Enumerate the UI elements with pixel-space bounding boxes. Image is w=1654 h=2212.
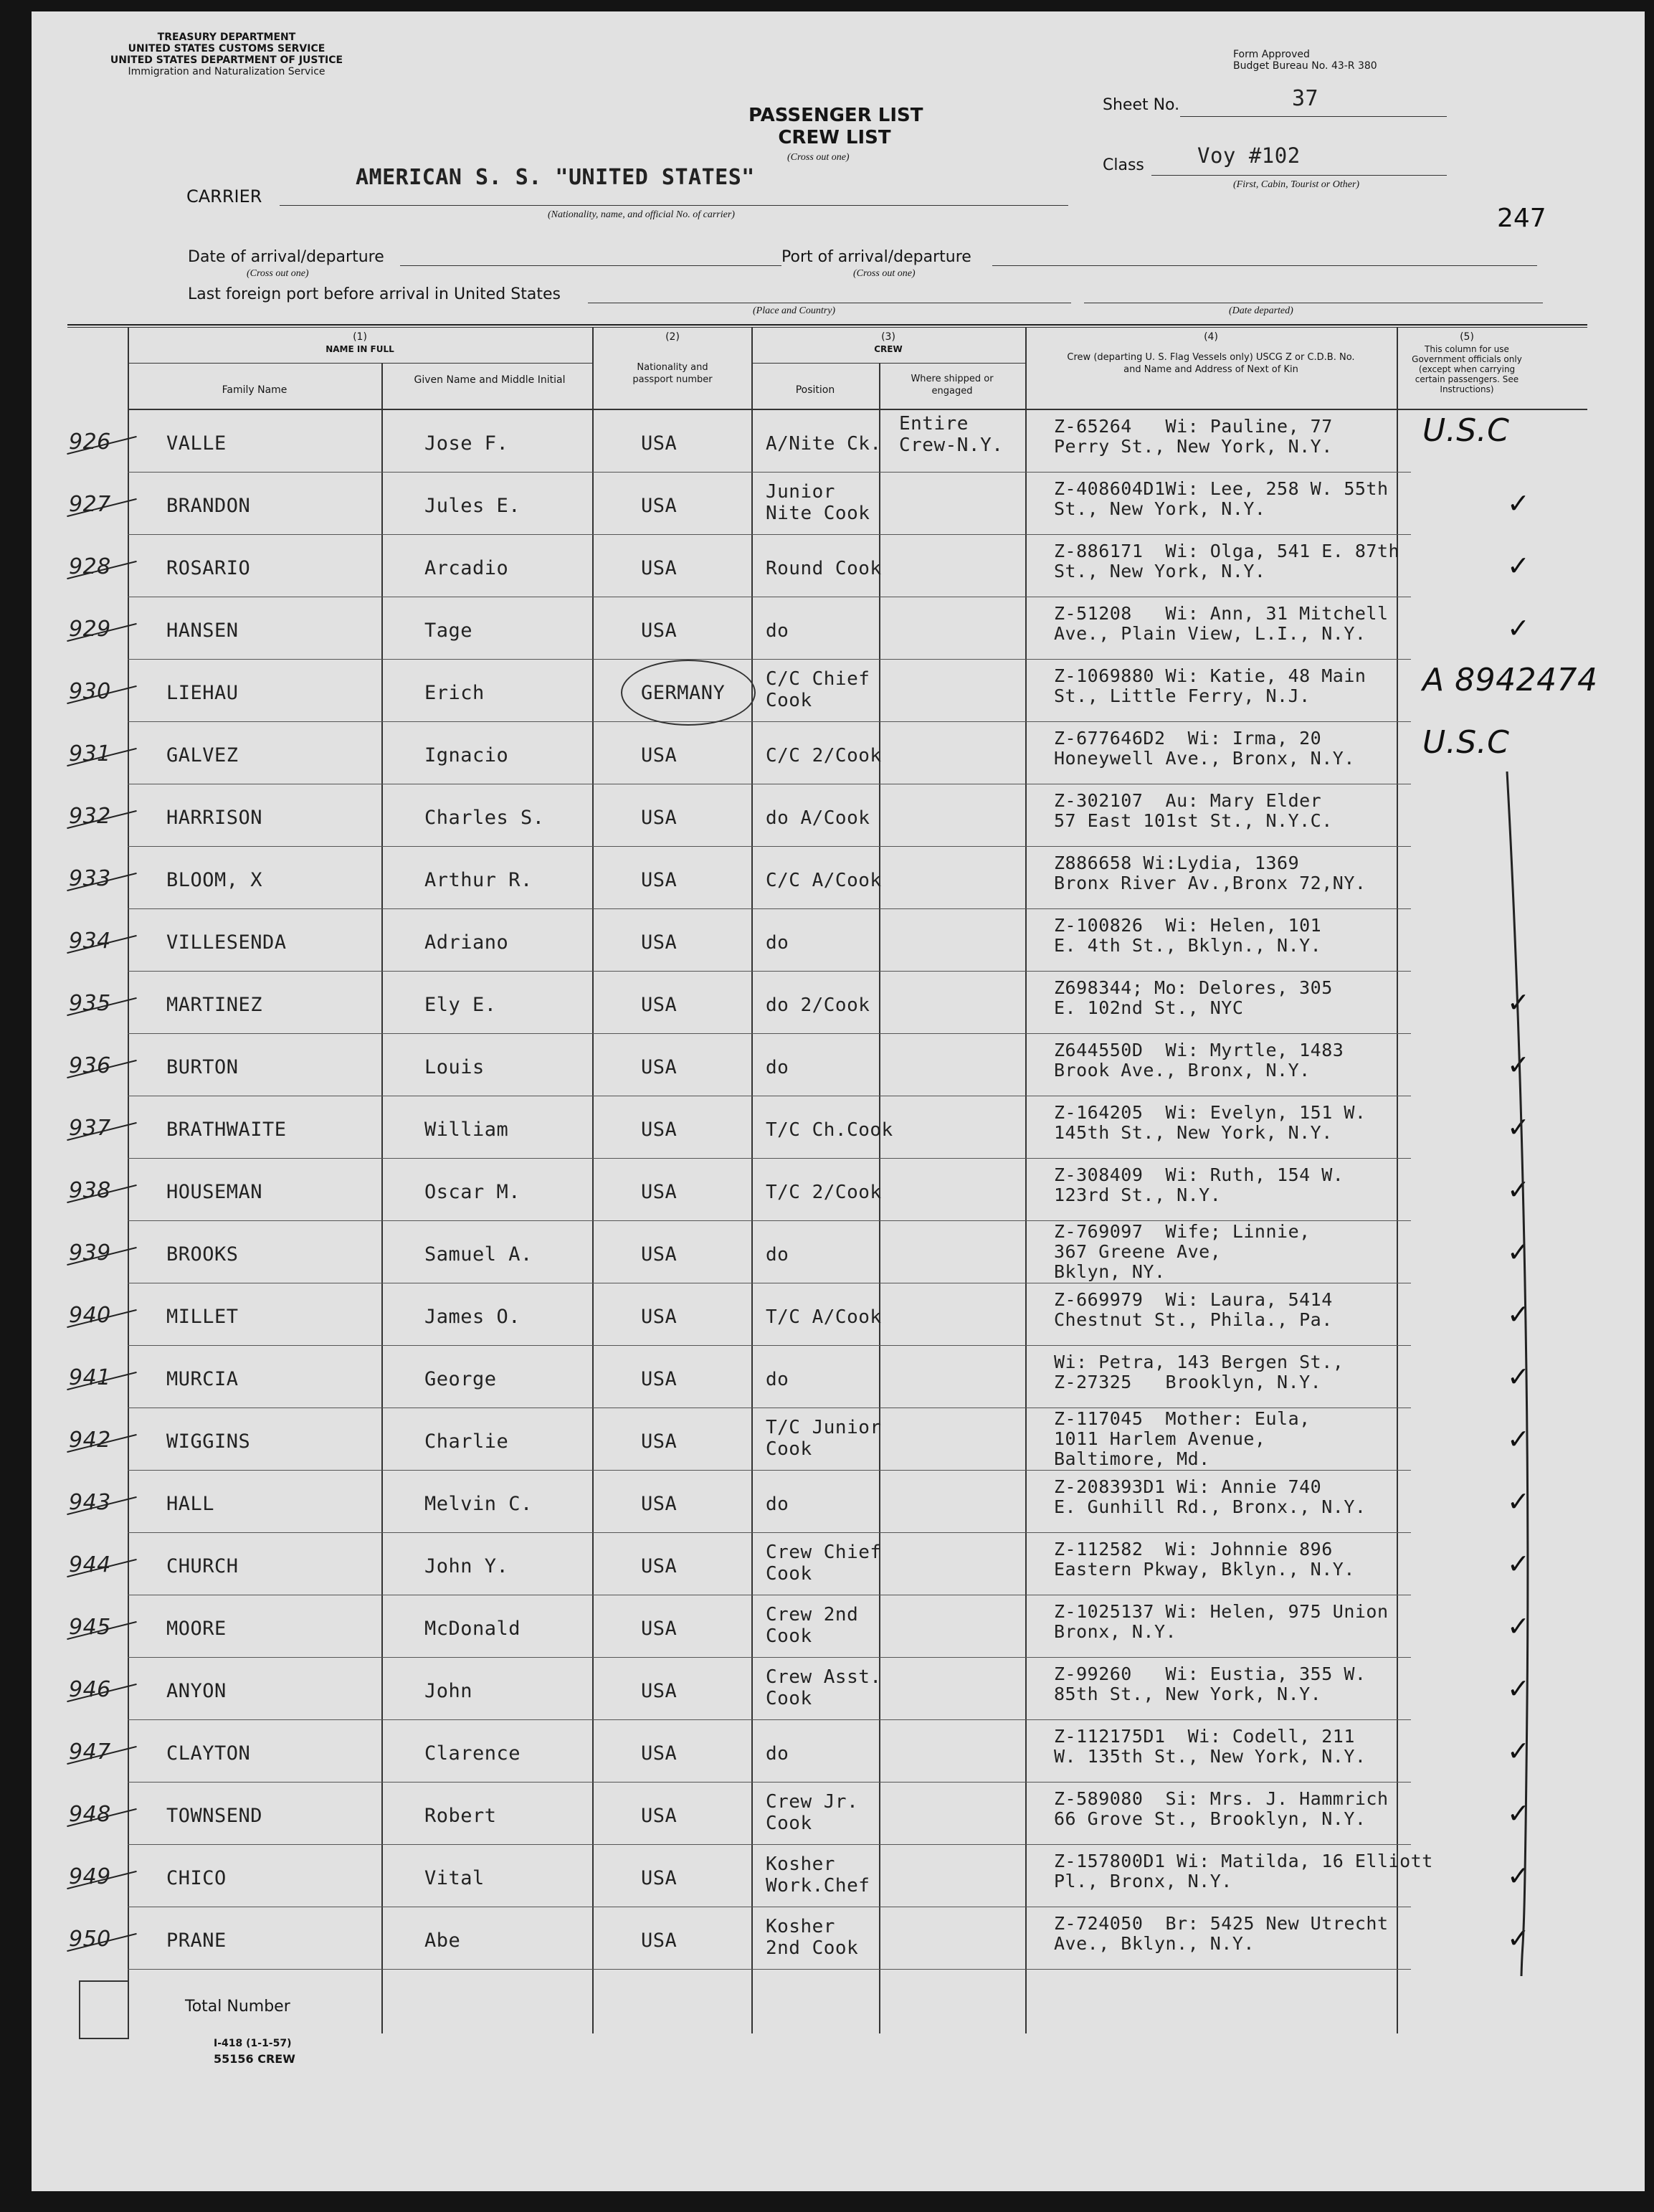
date-arrival-label: Date of arrival/departure	[188, 248, 384, 266]
position-line: A/Nite Ck.	[766, 433, 882, 455]
position-line: do	[766, 932, 789, 954]
family-name: MARTINEZ	[166, 994, 263, 1016]
family-name: CLAYTON	[166, 1742, 251, 1765]
official-mark: ✓	[1507, 1049, 1531, 1081]
position-line: Crew Chief	[766, 1542, 882, 1563]
shipped-line: Entire	[899, 413, 969, 435]
next-of-kin-line: Z-117045 Mother: Eula,	[1054, 1408, 1311, 1429]
handwritten-page-number: 247	[1497, 204, 1546, 233]
title-crew-list: CREW LIST	[778, 127, 891, 148]
position-line: C/C Chief	[766, 668, 870, 690]
total-number-label: Total Number	[185, 1998, 290, 2016]
table-row	[32, 1658, 1645, 1720]
last-port-date-note: (Date departed)	[1229, 305, 1293, 316]
last-port-label: Last foreign port before arrival in United States	[188, 285, 561, 303]
next-of-kin-line: Z-302107 Au: Mary Elder	[1054, 790, 1322, 811]
sheet-number: 37	[1292, 86, 1319, 111]
row-number: 944	[69, 1552, 111, 1577]
nationality: USA	[641, 620, 678, 642]
next-of-kin-line: E. Gunhill Rd., Bronx., N.Y.	[1054, 1496, 1367, 1517]
family-name: CHURCH	[166, 1555, 239, 1577]
given-name: John Y.	[424, 1555, 509, 1577]
next-of-kin-line: 145th St., New York, N.Y.	[1054, 1122, 1333, 1143]
row-number: 945	[69, 1615, 111, 1640]
next-of-kin-line: 66 Grove St., Brooklyn, N.Y.	[1054, 1808, 1367, 1829]
row-number: 930	[69, 679, 111, 704]
form-approval-line: Form Approved	[1233, 49, 1310, 60]
position-line: Crew Asst.	[766, 1666, 882, 1688]
table-row	[32, 660, 1645, 722]
next-of-kin-line: Z-208393D1 Wi: Annie 740	[1054, 1476, 1322, 1497]
nationality: USA	[641, 1618, 678, 1640]
table-row	[32, 722, 1645, 784]
position-line: Round Cook	[766, 558, 882, 579]
table-row	[32, 1159, 1645, 1221]
col1-header	[128, 331, 592, 356]
table-row	[32, 847, 1645, 909]
col4-header: Crew (departing U. S. Flag Vessels only) USCG Z or C.D.B. No. and Name and Address of Next of Kin	[1067, 352, 1355, 375]
next-of-kin-line: Z698344; Mo: Delores, 305	[1054, 977, 1333, 998]
given-name: Charles S.	[424, 807, 545, 829]
nationality: USA	[641, 1680, 678, 1702]
next-of-kin-line: Baltimore, Md.	[1054, 1448, 1210, 1469]
next-of-kin-line: Z-669979 Wi: Laura, 5414	[1054, 1289, 1333, 1310]
given-name: Charlie	[424, 1430, 509, 1453]
given-name: Melvin C.	[424, 1493, 533, 1515]
col4-number: (4)	[1204, 331, 1218, 343]
given-name: Arthur R.	[424, 869, 533, 891]
family-name: HALL	[166, 1493, 215, 1515]
nationality: USA	[641, 495, 678, 517]
handwritten-circle	[621, 660, 756, 726]
row-number: 940	[69, 1303, 111, 1328]
table-row	[32, 1346, 1645, 1408]
next-of-kin-line: Ave., Bklyn., N.Y.	[1054, 1933, 1255, 1954]
class-note: (First, Cabin, Tourist or Other)	[1233, 179, 1360, 190]
form-approval	[1233, 49, 1377, 72]
col3-title: CREW	[874, 344, 903, 354]
row-number: 928	[69, 554, 111, 579]
next-of-kin-line: Z-27325 Brooklyn, N.Y.	[1054, 1372, 1322, 1392]
cross-out-note: (Cross out one)	[787, 152, 850, 163]
family-name: ROSARIO	[166, 557, 251, 579]
next-of-kin-line: Pl., Bronx, N.Y.	[1054, 1871, 1232, 1891]
official-mark: ✓	[1507, 1174, 1531, 1205]
next-of-kin-line: Bklyn, NY.	[1054, 1261, 1166, 1282]
table-row	[32, 1096, 1645, 1159]
nationality: USA	[641, 1430, 678, 1453]
next-of-kin-line: 85th St., New York, N.Y.	[1054, 1684, 1322, 1704]
carrier-note: (Nationality, name, and official No. of carrier)	[548, 209, 735, 220]
position-line: T/C Ch.Cook	[766, 1119, 893, 1141]
table-row	[32, 1533, 1645, 1595]
table-row	[32, 1720, 1645, 1783]
official-mark: ✓	[1507, 1111, 1531, 1143]
row-number: 939	[69, 1240, 111, 1266]
family-name: HARRISON	[166, 807, 263, 829]
family-name: VALLE	[166, 432, 227, 455]
position-line: Crew 2nd	[766, 1604, 859, 1625]
port-arrival-label: Port of arrival/departure	[781, 248, 971, 266]
row-number: 948	[69, 1802, 111, 1827]
form-approval-line: Budget Bureau No. 43-R 380	[1233, 60, 1377, 72]
family-name: BRANDON	[166, 495, 251, 517]
next-of-kin-line: Eastern Pkway, Bklyn., N.Y.	[1054, 1559, 1355, 1580]
col-nationality-header: Nationality and passport number	[632, 362, 713, 385]
given-name: Robert	[424, 1805, 497, 1827]
row-number: 933	[69, 866, 111, 891]
nationality: USA	[641, 1867, 678, 1889]
row-number: 942	[69, 1428, 111, 1453]
family-name: ANYON	[166, 1680, 227, 1702]
next-of-kin-line: Z-157800D1 Wi: Matilda, 16 Elliott	[1054, 1851, 1433, 1871]
agency-line: UNITED STATES DEPARTMENT OF JUSTICE	[110, 54, 343, 66]
agency-line: Immigration and Naturalization Service	[128, 66, 325, 77]
next-of-kin-line: Brook Ave., Bronx, N.Y.	[1054, 1060, 1311, 1081]
row-number: 931	[69, 741, 111, 766]
given-name: Samuel A.	[424, 1243, 533, 1266]
given-name: Tage	[424, 620, 473, 642]
position-line: do	[766, 620, 789, 642]
table-row	[32, 1034, 1645, 1096]
last-port-place-note: (Place and Country)	[753, 305, 836, 316]
position-line: Junior	[766, 481, 835, 503]
nationality: USA	[641, 1555, 678, 1577]
total-number-box	[79, 1980, 129, 2039]
next-of-kin-line: E. 4th St., Bklyn., N.Y.	[1054, 935, 1322, 956]
position-line: Cook	[766, 1813, 812, 1834]
nationality: USA	[641, 1805, 678, 1827]
port-arrival-note: (Cross out one)	[853, 268, 916, 279]
next-of-kin-line: Z-112582 Wi: Johnnie 896	[1054, 1539, 1333, 1560]
next-of-kin-line: Z-408604D1Wi: Lee, 258 W. 55th	[1054, 478, 1389, 499]
family-name: CHICO	[166, 1867, 227, 1889]
official-mark: ✓	[1507, 1299, 1531, 1330]
next-of-kin-line: Z-308409 Wi: Ruth, 154 W.	[1054, 1164, 1344, 1185]
col3-header	[751, 331, 1025, 356]
title-passenger-list: PASSENGER LIST	[748, 105, 923, 126]
shipped-line: Crew-N.Y.	[899, 435, 1004, 456]
table-row	[32, 972, 1645, 1034]
given-name: Louis	[424, 1056, 485, 1078]
class-label: Class	[1103, 156, 1144, 174]
nationality: USA	[641, 1929, 678, 1952]
position-line: Cook	[766, 690, 812, 711]
given-name: Erich	[424, 682, 485, 704]
agency-line: TREASURY DEPARTMENT	[157, 32, 296, 43]
official-mark: ✓	[1507, 1548, 1531, 1580]
col1-number: (1)	[353, 331, 367, 343]
given-name: Vital	[424, 1867, 485, 1889]
next-of-kin-line: Z-677646D2 Wi: Irma, 20	[1054, 728, 1322, 749]
given-name: Clarence	[424, 1742, 521, 1765]
carrier-label: CARRIER	[186, 186, 262, 207]
position-line: do A/Cook	[766, 807, 870, 829]
next-of-kin-line: Bronx, N.Y.	[1054, 1621, 1177, 1642]
family-name: HOUSEMAN	[166, 1181, 263, 1203]
row-number: 936	[69, 1053, 111, 1078]
given-name: James O.	[424, 1306, 521, 1328]
position-line: do	[766, 1057, 789, 1078]
class-value: Voy #102	[1197, 143, 1301, 168]
row-number: 935	[69, 991, 111, 1016]
row-number: 929	[69, 617, 111, 642]
given-name: Jose F.	[424, 432, 509, 455]
position-line: C/C 2/Cook	[766, 745, 882, 766]
family-name: VILLESENDA	[166, 931, 287, 954]
next-of-kin-line: 123rd St., N.Y.	[1054, 1185, 1222, 1205]
family-name: HANSEN	[166, 620, 239, 642]
next-of-kin-line: Z-51208 Wi: Ann, 31 Mitchell	[1054, 603, 1389, 624]
date-arrival-note: (Cross out one)	[247, 268, 309, 279]
carrier-name: AMERICAN S. S. "UNITED STATES"	[356, 165, 755, 190]
nationality: USA	[641, 432, 678, 455]
nationality: USA	[641, 557, 678, 579]
family-name: WIGGINS	[166, 1430, 251, 1453]
official-mark: ✓	[1507, 488, 1531, 519]
family-name: MOORE	[166, 1618, 227, 1640]
next-of-kin-line: Z644550D Wi: Myrtle, 1483	[1054, 1040, 1344, 1060]
position-line: do	[766, 1244, 789, 1266]
form-id: I-418 (1-1-57)	[214, 2038, 292, 2049]
family-name: TOWNSEND	[166, 1805, 263, 1827]
sheet-label: Sheet No.	[1103, 96, 1180, 114]
nationality: USA	[641, 1119, 678, 1141]
official-mark: ✓	[1507, 1423, 1531, 1455]
position-line: Work.Chef	[766, 1875, 870, 1897]
next-of-kin-line: Z-164205 Wi: Evelyn, 151 W.	[1054, 1102, 1367, 1123]
family-name: PRANE	[166, 1929, 227, 1952]
col-shipped-header: Where shipped or engaged	[911, 374, 994, 397]
table-row	[32, 909, 1645, 972]
agency-header	[69, 32, 384, 77]
col-position-header: Position	[795, 384, 835, 396]
nationality: USA	[641, 1742, 678, 1765]
next-of-kin-line: St., New York, N.Y.	[1054, 498, 1266, 519]
row-number: 946	[69, 1677, 111, 1702]
next-of-kin-line: Z-99260 Wi: Eustia, 355 W.	[1054, 1663, 1367, 1684]
next-of-kin-line: St., New York, N.Y.	[1054, 561, 1266, 582]
table-row	[32, 1845, 1645, 1907]
table-row	[32, 1471, 1645, 1533]
col1-title: NAME IN FULL	[325, 344, 394, 354]
official-mark: ✓	[1507, 612, 1531, 644]
position-line: T/C A/Cook	[766, 1306, 882, 1328]
row-number: 932	[69, 804, 111, 829]
family-name: BRATHWAITE	[166, 1119, 287, 1141]
official-mark: ✓	[1507, 1735, 1531, 1767]
row-number: 934	[69, 929, 111, 954]
next-of-kin-line: Perry St., New York, N.Y.	[1054, 436, 1333, 457]
table-row	[32, 473, 1645, 535]
nationality: USA	[641, 1056, 678, 1078]
official-mark: ✓	[1507, 550, 1531, 582]
position-line: Cook	[766, 1625, 812, 1647]
given-name: John	[424, 1680, 473, 1702]
col-family-name-header: Family Name	[222, 384, 287, 396]
position-line: T/C 2/Cook	[766, 1182, 882, 1203]
official-mark: U.S.C	[1422, 724, 1510, 761]
position-line: Cook	[766, 1438, 812, 1460]
family-name: MURCIA	[166, 1368, 239, 1390]
next-of-kin-line: 1011 Harlem Avenue,	[1054, 1428, 1266, 1449]
family-name: BROOKS	[166, 1243, 239, 1266]
position-line: do 2/Cook	[766, 995, 870, 1016]
next-of-kin-line: E. 102nd St., NYC	[1054, 997, 1244, 1018]
position-line: 2nd Cook	[766, 1937, 859, 1959]
next-of-kin-line: Z-112175D1 Wi: Codell, 211	[1054, 1726, 1355, 1747]
given-name: Arcadio	[424, 557, 509, 579]
position-line: Cook	[766, 1688, 812, 1709]
given-name: William	[424, 1119, 509, 1141]
handwritten-ditto-line	[1501, 772, 1544, 1976]
next-of-kin-line: 367 Greene Ave,	[1054, 1241, 1222, 1262]
nationality: USA	[641, 1368, 678, 1390]
official-mark: ✓	[1507, 1798, 1531, 1829]
col2-number: (2)	[665, 331, 680, 343]
row-number: 950	[69, 1927, 111, 1952]
next-of-kin-line: Wi: Petra, 143 Bergen St.,	[1054, 1352, 1344, 1372]
row-number: 943	[69, 1490, 111, 1515]
row-number: 927	[69, 492, 111, 517]
given-name: McDonald	[424, 1618, 521, 1640]
next-of-kin-line: Ave., Plain View, L.I., N.Y.	[1054, 623, 1367, 644]
col5-number: (5)	[1460, 331, 1474, 343]
col3-number: (3)	[881, 331, 895, 343]
next-of-kin-line: 57 East 101st St., N.Y.C.	[1054, 810, 1333, 831]
nationality: USA	[641, 994, 678, 1016]
table-row	[32, 410, 1645, 473]
official-mark: ✓	[1507, 1236, 1531, 1268]
crew-code: 55156 CREW	[214, 2052, 295, 2066]
table-row	[32, 1408, 1645, 1471]
official-mark: ✓	[1507, 987, 1531, 1018]
next-of-kin-line: Z-65264 Wi: Pauline, 77	[1054, 416, 1333, 437]
document-page	[32, 11, 1645, 2191]
next-of-kin-line: Honeywell Ave., Bronx, N.Y.	[1054, 748, 1355, 769]
table-row	[32, 1783, 1645, 1845]
given-name: Adriano	[424, 931, 509, 954]
next-of-kin-line: Z-100826 Wi: Helen, 101	[1054, 915, 1322, 936]
next-of-kin-line: W. 135th St., New York, N.Y.	[1054, 1746, 1367, 1767]
nationality: USA	[641, 1306, 678, 1328]
family-name: GALVEZ	[166, 744, 239, 766]
table-row	[32, 1907, 1645, 1970]
row-number: 937	[69, 1116, 111, 1141]
official-mark: ✓	[1507, 1486, 1531, 1517]
position-line: do	[766, 1369, 789, 1390]
table-row	[32, 597, 1645, 660]
nationality: USA	[641, 1243, 678, 1266]
next-of-kin-line: Z-589080 Si: Mrs. J. Hammrich	[1054, 1788, 1389, 1809]
official-mark: U.S.C	[1422, 412, 1510, 449]
nationality: GERMANY	[641, 682, 726, 704]
given-name: Oscar M.	[424, 1181, 521, 1203]
official-mark: ✓	[1507, 1673, 1531, 1704]
row-number: 926	[69, 429, 111, 455]
position-line: Crew Jr.	[766, 1791, 859, 1813]
family-name: LIEHAU	[166, 682, 239, 704]
nationality: USA	[641, 869, 678, 891]
position-line: Kosher	[766, 1916, 835, 1937]
next-of-kin-line: Z-1069880 Wi: Katie, 48 Main	[1054, 665, 1367, 686]
position-line: Cook	[766, 1563, 812, 1585]
official-mark: ✓	[1507, 1922, 1531, 1954]
next-of-kin-line: Z886658 Wi:Lydia, 1369	[1054, 853, 1300, 873]
col5-header: This column for use Government officials only (except when carrying certain passengers. See Instructions)	[1412, 344, 1522, 394]
nationality: USA	[641, 1493, 678, 1515]
official-mark: ✓	[1507, 1361, 1531, 1392]
given-name: Ignacio	[424, 744, 509, 766]
next-of-kin-line: St., Little Ferry, N.J.	[1054, 685, 1311, 706]
position-line: do	[766, 1494, 789, 1515]
next-of-kin-line: Z-724050 Br: 5425 New Utrecht	[1054, 1913, 1389, 1934]
given-name: Jules E.	[424, 495, 521, 517]
position-line: Nite Cook	[766, 503, 870, 524]
given-name: Ely E.	[424, 994, 497, 1016]
col-given-name-header: Given Name and Middle Initial	[414, 374, 566, 386]
form-title	[748, 105, 921, 149]
next-of-kin-line: Z-1025137 Wi: Helen, 975 Union	[1054, 1601, 1389, 1622]
given-name: George	[424, 1368, 497, 1390]
nationality: USA	[641, 1181, 678, 1203]
row-number: 941	[69, 1365, 111, 1390]
official-mark: A 8942474	[1422, 662, 1598, 698]
next-of-kin-line: Z-769097 Wife; Linnie,	[1054, 1221, 1311, 1242]
family-name: BURTON	[166, 1056, 239, 1078]
row-number: 947	[69, 1739, 111, 1765]
family-name: MILLET	[166, 1306, 239, 1328]
nationality: USA	[641, 744, 678, 766]
table-row	[32, 1595, 1645, 1658]
table-row	[32, 1221, 1645, 1283]
position-line: C/C A/Cook	[766, 870, 882, 891]
next-of-kin-line: Bronx River Av.,Bronx 72,NY.	[1054, 873, 1367, 893]
table-row	[32, 784, 1645, 847]
nationality: USA	[641, 807, 678, 829]
next-of-kin-line: Z-886171 Wi: Olga, 541 E. 87th	[1054, 541, 1400, 561]
row-number: 949	[69, 1864, 111, 1889]
official-mark: ✓	[1507, 1860, 1531, 1891]
position-line: Kosher	[766, 1853, 835, 1875]
position-line: do	[766, 1743, 789, 1765]
family-name: BLOOM, X	[166, 869, 263, 891]
official-mark: ✓	[1507, 1610, 1531, 1642]
position-line: T/C Junior	[766, 1417, 882, 1438]
table-row	[32, 535, 1645, 597]
nationality: USA	[641, 931, 678, 954]
agency-line: UNITED STATES CUSTOMS SERVICE	[128, 43, 325, 54]
row-number: 938	[69, 1178, 111, 1203]
table-row	[32, 1283, 1645, 1346]
next-of-kin-line: Chestnut St., Phila., Pa.	[1054, 1309, 1333, 1330]
given-name: Abe	[424, 1929, 461, 1952]
